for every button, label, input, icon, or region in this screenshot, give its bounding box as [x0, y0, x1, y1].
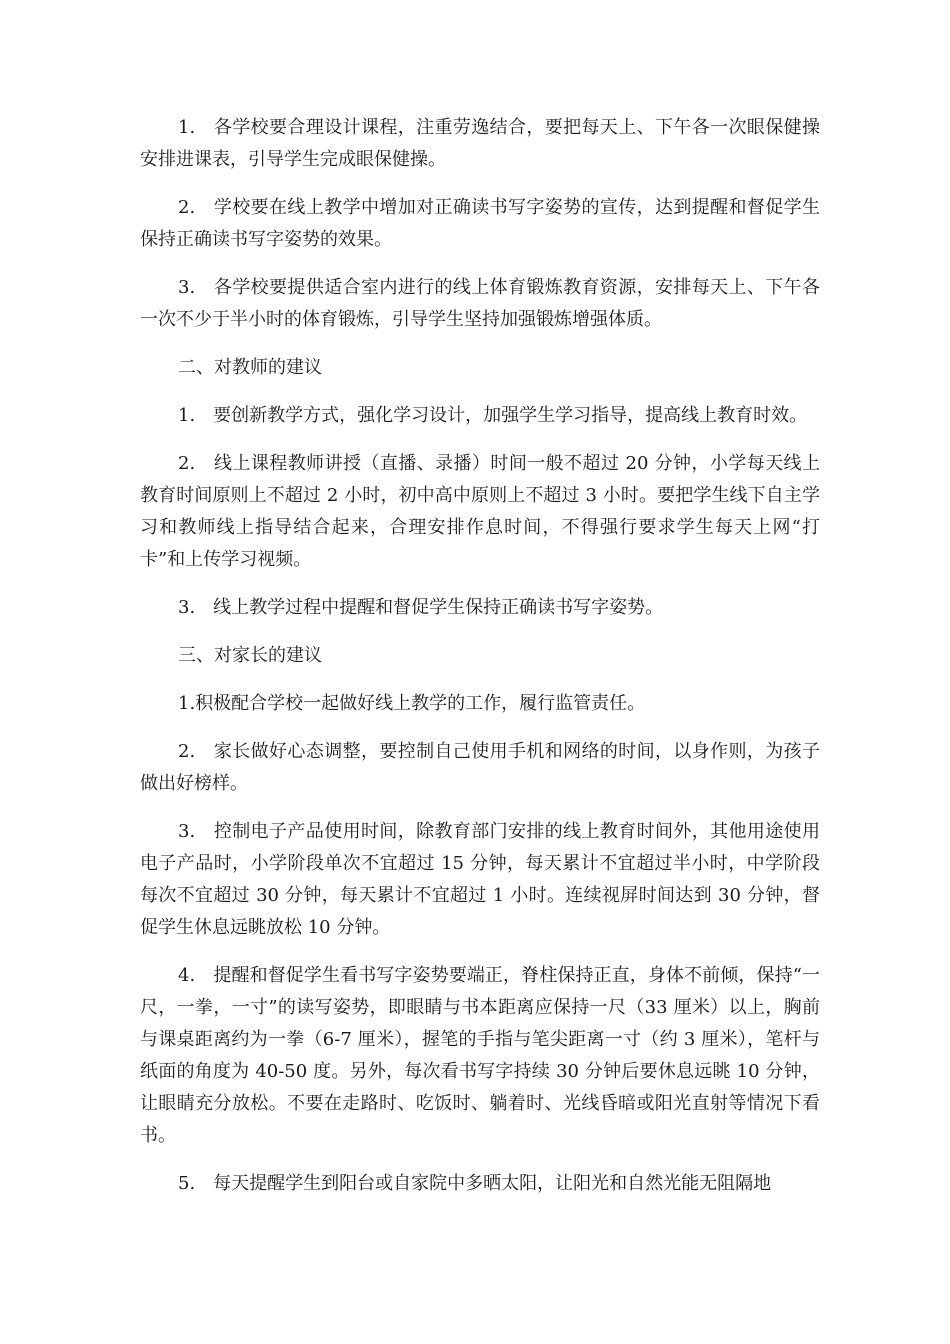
section-heading-teachers: 二、对教师的建议 — [178, 357, 322, 378]
document-page — [140, 112, 820, 1216]
section-heading-parents: 三、对家长的建议 — [178, 645, 322, 666]
teacher-item-1: 1. 要创新教学方式，强化学习设计，加强学生学习指导，提高线上教育时效。 — [178, 405, 808, 426]
school-item-2: 2. 学校要在线上教学中增加对正确读书写字姿势的宣传，达到提醒和督促学生保持正确读书写字姿势的效果。 — [140, 197, 820, 250]
teacher-item-2: 2. 线上课程教师讲授（直播、录播）时间一般不超过 20 分钟，小学每天线上教育时间原则上不超过 2 小时，初中高中原则上不超过 3 小时。要把学生线下自主学习和教师线上指导结合起来，合理安排作息时间，不得强行要求学生每天上网“打卡”和上传学习视频。 — [140, 453, 820, 570]
parent-item-1: 1.积极配合学校一起做好线上教学的工作，履行监管责任。 — [178, 693, 646, 714]
parent-item-4: 4. 提醒和督促学生看书写字姿势要端正，脊柱保持正直，身体不前倾，保持“一尺，一拳，一寸”的读写姿势，即眼睛与书本距离应保持一尺（33 厘米）以上，胸前与课桌距离约为一拳（6-7 厘米），握笔的手指与笔尖距离一寸（约 3 厘米），笔杆与纸面的角度为 40-50 度。另外，每次看书写字持续 30 分钟后要休息远眺 10 分钟，让眼睛充分放松。不要在走路时、吃饭时、躺着时、光线昏暗或阳光直射等情况下看书。 — [140, 965, 820, 1146]
parent-item-5: 5. 每天提醒学生到阳台或自家院中多晒太阳，让阳光和自然光能无阻隔地 — [178, 1173, 772, 1194]
parent-item-3: 3. 控制电子产品使用时间，除教育部门安排的线上教育时间外，其他用途使用电子产品时，小学阶段单次不宜超过 15 分钟，每天累计不宜超过半小时，中学阶段每次不宜超过 30 分钟，每天累计不宜超过 1 小时。连续视屏时间达到 30 分钟，督促学生休息远眺放松 10 分钟。 — [140, 821, 820, 938]
school-item-1: 1. 各学校要合理设计课程，注重劳逸结合，要把每天上、下午各一次眼保健操安排进课表，引导学生完成眼保健操。 — [140, 117, 820, 170]
school-item-3: 3. 各学校要提供适合室内进行的线上体育锻炼教育资源，安排每天上、下午各一次不少于半小时的体育锻炼，引导学生坚持加强锻炼增强体质。 — [140, 277, 820, 330]
teacher-item-3: 3. 线上教学过程中提醒和督促学生保持正确读书写字姿势。 — [178, 597, 664, 618]
parent-item-2: 2. 家长做好心态调整，要控制自己使用手机和网络的时间，以身作则，为孩子做出好榜样。 — [140, 741, 820, 794]
